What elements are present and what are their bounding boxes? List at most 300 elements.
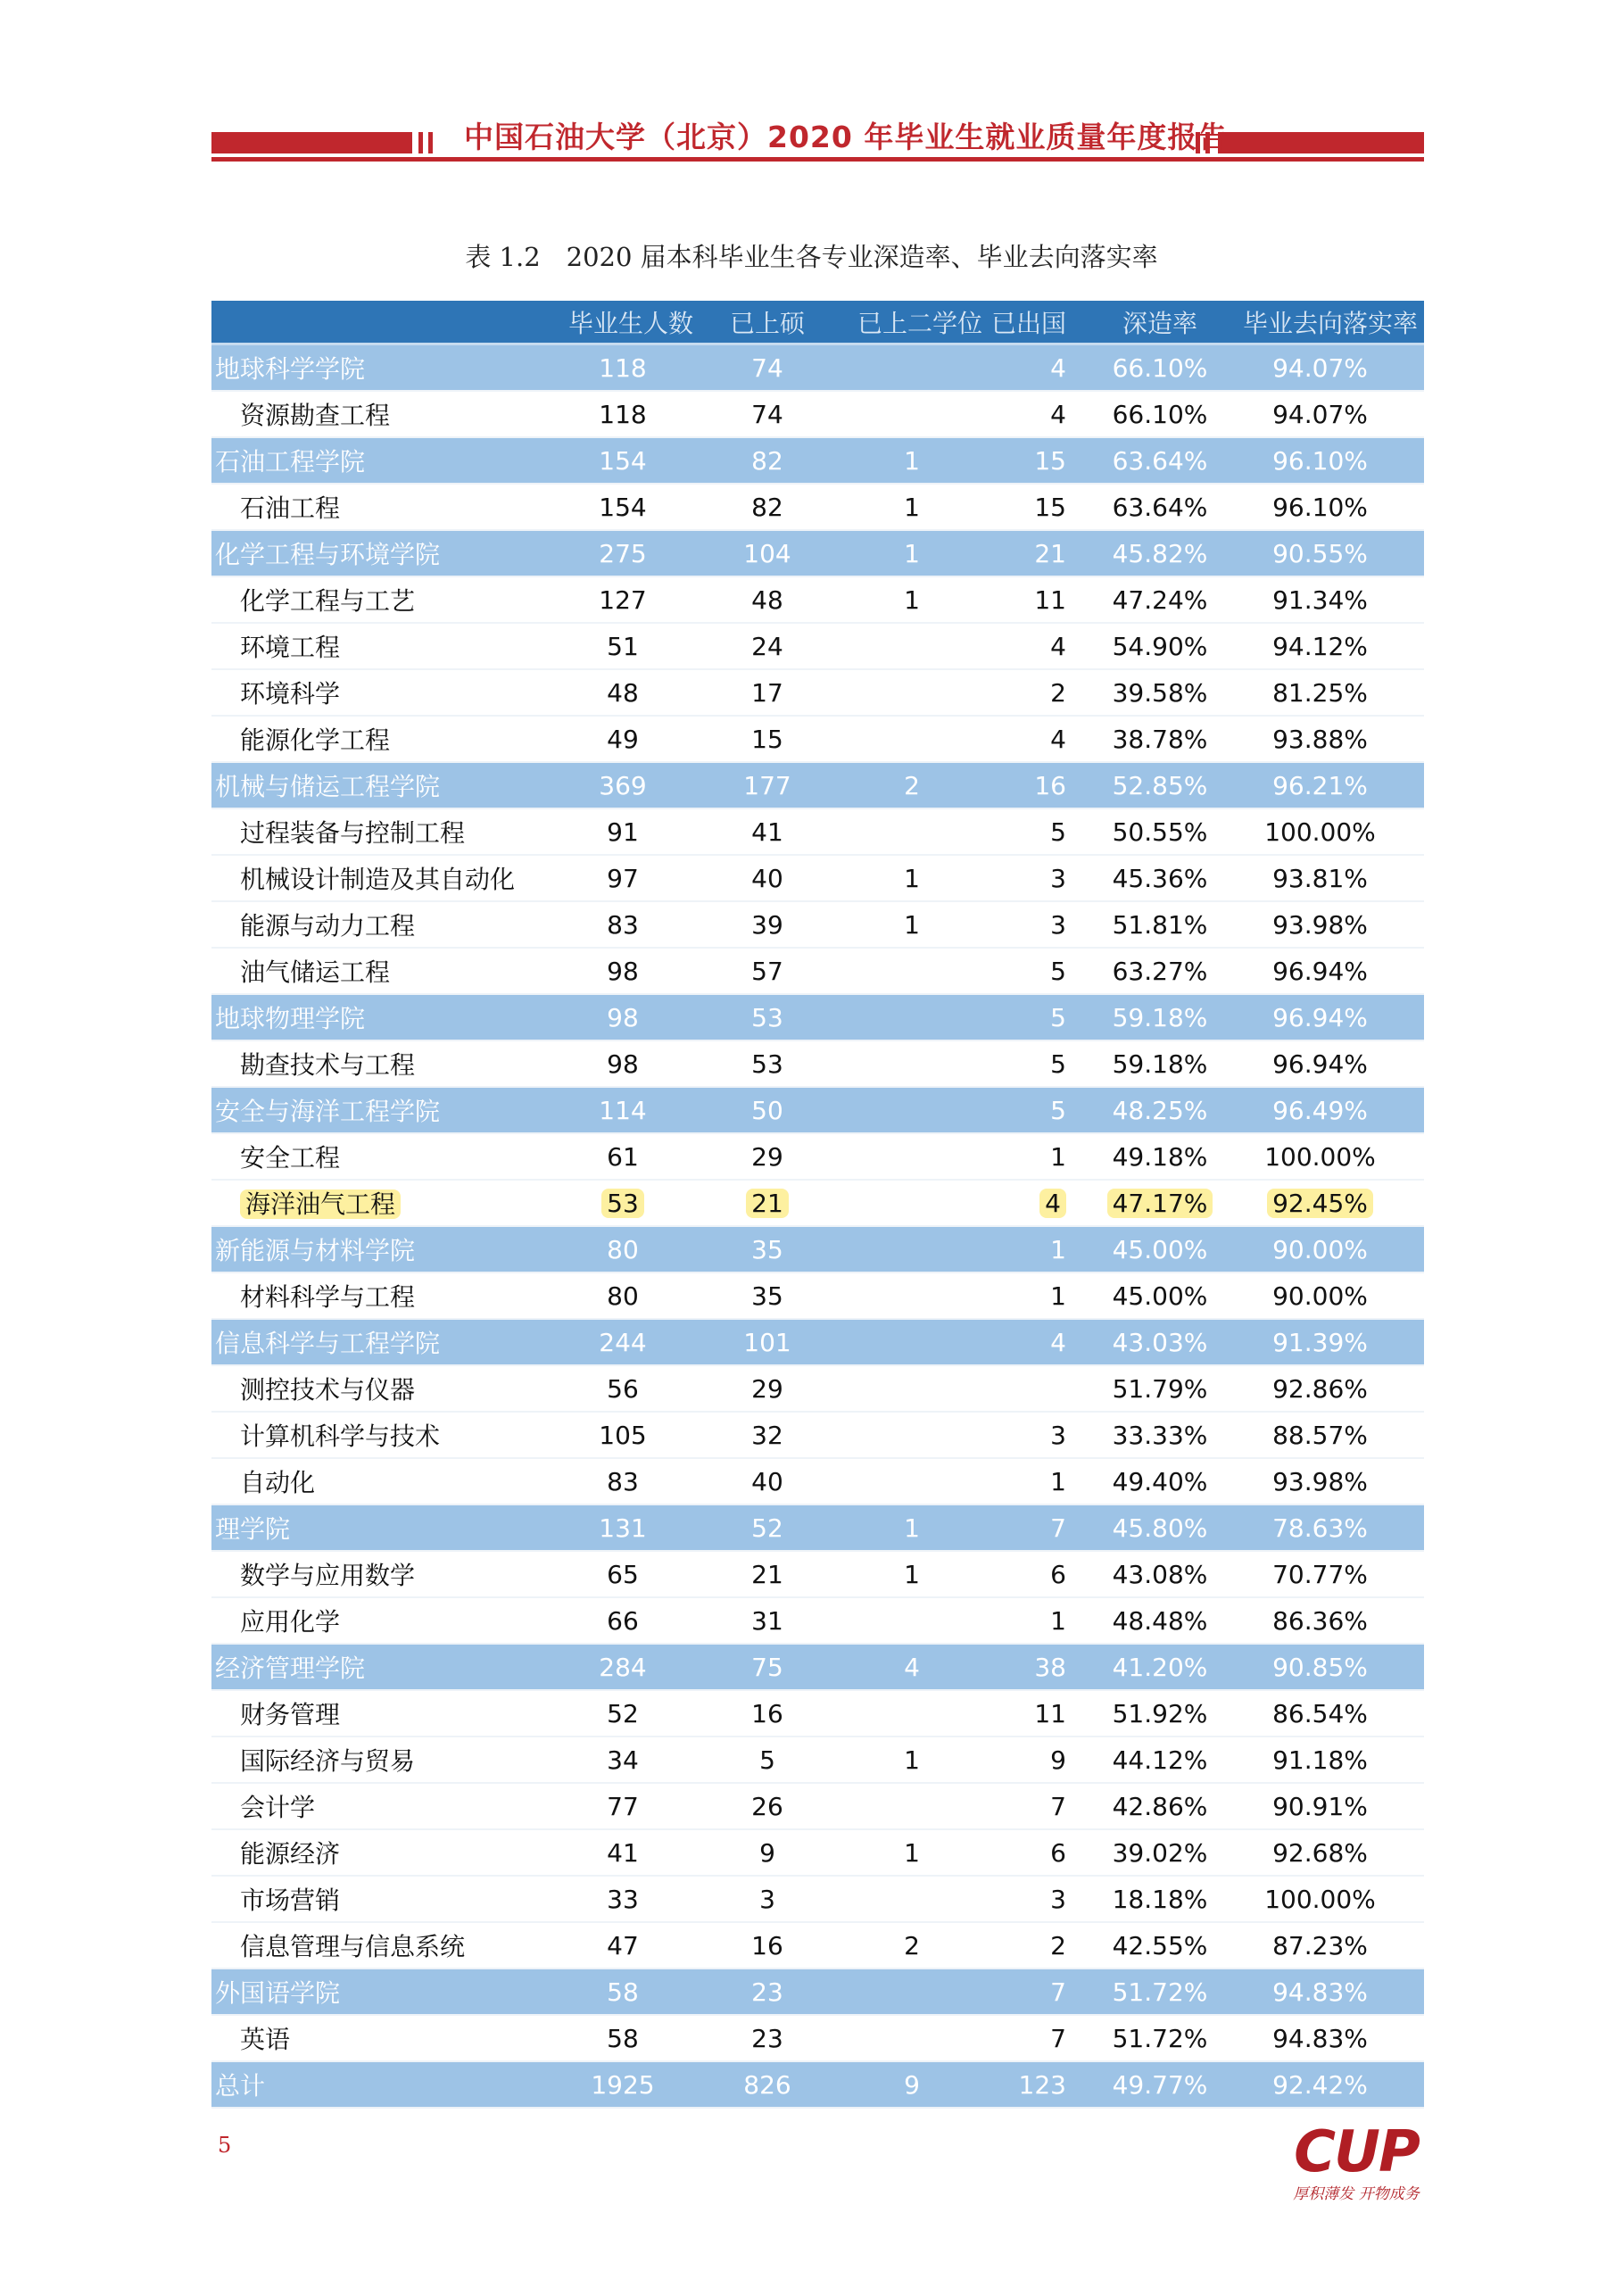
table-cell [211, 1463, 568, 1499]
table-cell [1077, 771, 1243, 800]
cell-text: 49.77% [1112, 2069, 1208, 2100]
cell-text: 63.64% [1112, 492, 1208, 522]
table-cell [1077, 1699, 1243, 1728]
table-cell [1243, 1931, 1424, 1960]
table-cell [1243, 1049, 1424, 1079]
college-row [211, 1645, 1424, 1691]
cell-text: 总计 [215, 2071, 266, 2101]
cell-text: 国际经济与贸易 [240, 1746, 416, 1776]
table-cell [677, 1699, 857, 1728]
table-cell [211, 1324, 568, 1360]
table-cell [211, 2067, 568, 2102]
cup-logo [1276, 2119, 1437, 2203]
cell-text: 31 [751, 1605, 783, 1636]
cell-text: 59.18% [1112, 1002, 1208, 1032]
table-cell [211, 443, 568, 478]
table-cell [1243, 1792, 1424, 1821]
cell-text: 96.49% [1272, 1095, 1368, 1125]
table-cell [568, 1606, 677, 1636]
cell-text: 51.81% [1112, 909, 1208, 940]
table-cell [568, 2070, 677, 2100]
table-cell [568, 1560, 677, 1589]
table-cell [1243, 493, 1424, 522]
table-cell [677, 1931, 857, 1960]
cell-text: 92.68% [1272, 1837, 1368, 1868]
cell-text: 100.00% [1264, 1884, 1376, 1914]
cell-text: 63.64% [1112, 445, 1208, 476]
total-row [211, 2062, 1424, 2109]
major-row [211, 1552, 1424, 1598]
table-cell [1077, 1885, 1243, 1914]
cell-text: 1 [1050, 1466, 1066, 1496]
table-cell [1243, 1699, 1424, 1728]
table-cell [211, 1139, 568, 1174]
cell-text: 58 [607, 1977, 639, 2007]
college-row [211, 1505, 1424, 1552]
cell-text: 21 [746, 1189, 789, 1218]
cell-text: 48 [751, 584, 783, 615]
cell-text: 47 [607, 1930, 639, 1960]
table-cell [857, 1931, 966, 1960]
cell-text: 94.83% [1272, 2023, 1368, 2053]
table-cell [211, 860, 568, 896]
table-cell [677, 1374, 857, 1404]
cell-text: 94.12% [1272, 631, 1368, 661]
cell-text: 2 [1050, 677, 1066, 708]
table-cell [966, 1467, 1077, 1496]
cell-text: 275 [599, 538, 647, 568]
cell-text: 3 [1050, 1420, 1066, 1450]
cell-text: 3 [1050, 909, 1066, 940]
table-cell [677, 2024, 857, 2053]
major-row [211, 1784, 1424, 1830]
major-row [211, 1830, 1424, 1877]
cell-text: 环境工程 [240, 633, 341, 662]
major-row [211, 2016, 1424, 2062]
major-row [211, 1923, 1424, 1969]
table-cell [1243, 1189, 1424, 1218]
cell-text: 1 [904, 1745, 920, 1775]
table-cell [1077, 493, 1243, 522]
cell-text: 5 [1050, 816, 1066, 847]
cell-text: 自动化 [240, 1468, 316, 1497]
cell-text: 15 [1034, 492, 1066, 522]
cell-text: 66.10% [1112, 399, 1208, 429]
cell-text: 59.18% [1112, 1049, 1208, 1079]
table-cell [211, 1881, 568, 1917]
cell-text: 市场营销 [240, 1886, 341, 1915]
table-cell [568, 1513, 677, 1543]
table-cell [1077, 446, 1243, 476]
table-cell [966, 353, 1077, 383]
table-cell [966, 1560, 1077, 1589]
cell-text: 91.39% [1272, 1327, 1368, 1357]
cell-text: 93.81% [1272, 863, 1368, 893]
cell-text: 114 [599, 1095, 647, 1125]
cell-text: 4 [904, 1652, 920, 1682]
cell-text: 244 [599, 1327, 647, 1357]
table-cell [677, 2070, 857, 2100]
cell-text: 56 [607, 1373, 639, 1404]
cell-text: 66 [607, 1605, 639, 1636]
cell-text: 96.94% [1272, 1002, 1368, 1032]
table-cell [1243, 771, 1424, 800]
cell-text: 94.07% [1272, 352, 1368, 383]
cell-text: 74 [751, 352, 783, 383]
cell-text: 105 [599, 1420, 647, 1450]
report-title: 中国石油大学（北京）2020 年毕业生就业质量年度报告 [464, 120, 1229, 154]
table-cell [211, 1371, 568, 1406]
table-cell [1243, 1374, 1424, 1404]
header-bar-left-tick [428, 132, 433, 153]
table-cell [568, 1328, 677, 1357]
college-row [211, 438, 1424, 485]
cell-text: 3 [1050, 1884, 1066, 1914]
cell-text: 过程装备与控制工程 [240, 818, 466, 848]
cell-text: 35 [751, 1234, 783, 1264]
cell-text: 5 [1050, 1095, 1066, 1125]
table-cell [211, 814, 568, 850]
cell-text: 安全工程 [240, 1143, 341, 1173]
table-cell [568, 585, 677, 615]
table-cell [1243, 1977, 1424, 2007]
table-cell [211, 1974, 568, 2010]
table-cell [568, 1142, 677, 1172]
cell-text: 4 [1050, 631, 1066, 661]
cell-text: 49.40% [1112, 1466, 1208, 1496]
table-cell [211, 1046, 568, 1082]
cell-text: 3 [1050, 863, 1066, 893]
table-cell [568, 1049, 677, 1079]
cell-text: 53 [751, 1002, 783, 1032]
cell-text: 87.23% [1272, 1930, 1368, 1960]
cell-text: 数学与应用数学 [240, 1561, 416, 1590]
cell-text: 74 [751, 399, 783, 429]
table-cell [1077, 1653, 1243, 1682]
cell-text: 机械与储运工程学院 [215, 772, 441, 801]
cell-text: 9 [1050, 1745, 1066, 1775]
cell-text: 284 [599, 1652, 647, 1682]
cell-text: 4 [1050, 724, 1066, 754]
table-cell [966, 1281, 1077, 1311]
table-cell [1243, 1142, 1424, 1172]
table-cell [568, 1931, 677, 1960]
cell-text: 4 [1050, 1327, 1066, 1357]
cell-text: 65 [607, 1559, 639, 1589]
cell-text: 51 [607, 631, 639, 661]
table-cell [211, 582, 568, 618]
table-cell [1243, 400, 1424, 429]
table-header-row [211, 301, 1424, 345]
cell-text: 91.18% [1272, 1745, 1368, 1775]
table-cell [211, 1417, 568, 1453]
table-cell [211, 907, 568, 942]
table-cell [1243, 1328, 1424, 1357]
cell-text: 33 [607, 1884, 639, 1914]
table-cell [1077, 632, 1243, 661]
cell-text: 化学工程与环境学院 [215, 540, 441, 569]
cell-text: 94.07% [1272, 399, 1368, 429]
table-cell [966, 2070, 1077, 2100]
cell-text: 100.00% [1264, 1141, 1376, 1172]
table-cell [857, 1560, 966, 1589]
cell-text: 39.02% [1112, 1837, 1208, 1868]
table-cell [677, 353, 857, 383]
table-cell [677, 1560, 857, 1589]
cell-text: 能源与动力工程 [240, 911, 416, 941]
table-cell [857, 1745, 966, 1775]
table-cell [966, 1421, 1077, 1450]
cell-text: 38 [1034, 1652, 1066, 1682]
cell-text: 48.25% [1112, 1095, 1208, 1125]
table-cell [1243, 1653, 1424, 1682]
cell-text: 6 [1050, 1559, 1066, 1589]
table-cell [568, 446, 677, 476]
table-cell [1243, 1096, 1424, 1125]
table-cell [966, 1235, 1077, 1264]
table-cell [211, 1231, 568, 1267]
cell-text: 127 [599, 584, 647, 615]
table-cell [857, 539, 966, 568]
cell-text: 会计学 [240, 1793, 316, 1822]
major-row [211, 949, 1424, 995]
cell-text: 资源勘查工程 [240, 401, 391, 430]
cell-text: 96.10% [1272, 492, 1368, 522]
table-cell [966, 1003, 1077, 1032]
header-underline [211, 157, 1424, 162]
table-cell [966, 1838, 1077, 1868]
table-cell [1077, 400, 1243, 429]
table-cell [966, 1189, 1077, 1218]
cell-text: 104 [743, 538, 791, 568]
table-cell [568, 493, 677, 522]
college-row [211, 345, 1424, 392]
column-header: 已上硕 [729, 308, 805, 338]
table-cell [966, 2024, 1077, 2053]
table-cell [677, 1235, 857, 1264]
table-cell [1243, 585, 1424, 615]
table-cell [568, 400, 677, 429]
cell-text: 1 [904, 909, 920, 940]
cell-text: 英语 [240, 2025, 291, 2054]
table-cell [1077, 585, 1243, 615]
table-cell [677, 1977, 857, 2007]
cell-text: 41.20% [1112, 1652, 1208, 1682]
cell-text: 41 [751, 816, 783, 847]
table-cell [677, 585, 857, 615]
cell-text: 177 [743, 770, 791, 800]
cell-text: 能源经济 [240, 1839, 341, 1869]
cell-text: 80 [607, 1281, 639, 1311]
cell-text: 4 [1050, 352, 1066, 383]
table-cell [966, 725, 1077, 754]
cell-text: 118 [599, 399, 647, 429]
table-cell [1077, 864, 1243, 893]
cell-text: 1 [904, 492, 920, 522]
cell-text: 石油工程学院 [215, 447, 366, 477]
table-cell [677, 678, 857, 708]
table-cell [211, 1556, 568, 1592]
table-cell [1077, 2024, 1243, 2053]
table-cell [568, 1977, 677, 2007]
table-cell [1077, 1606, 1243, 1636]
college-row [211, 763, 1424, 809]
table-cell [677, 539, 857, 568]
table-cell [1243, 539, 1424, 568]
college-row [211, 1969, 1424, 2016]
table-cell [211, 489, 568, 525]
major-row [211, 1181, 1424, 1227]
cell-text: 75 [751, 1652, 783, 1682]
cell-text: 5 [759, 1745, 775, 1775]
cell-text: 21 [751, 1559, 783, 1589]
cell-text: 化学工程与工艺 [240, 586, 416, 616]
table-cell [677, 771, 857, 800]
cell-text: 91 [607, 816, 639, 847]
table-cell [966, 864, 1077, 893]
cell-text: 54.90% [1112, 631, 1208, 661]
table-cell [1077, 1931, 1243, 1960]
table-cell [1077, 1096, 1243, 1125]
major-row [211, 1691, 1424, 1737]
table-cell [1077, 725, 1243, 754]
table-cell [1077, 1792, 1243, 1821]
cell-text: 2 [1050, 1930, 1066, 1960]
cell-text: 1 [904, 445, 920, 476]
cell-text: 39 [751, 909, 783, 940]
table-cell [677, 1885, 857, 1914]
table-cell [211, 1185, 568, 1221]
table-cell [677, 864, 857, 893]
table-cell [1243, 2024, 1424, 2053]
table-cell [1077, 1235, 1243, 1264]
major-row [211, 856, 1424, 902]
cell-text: 63.27% [1112, 956, 1208, 986]
column-header: 毕业生人数 [568, 308, 694, 338]
major-row [211, 670, 1424, 717]
table-cell [211, 675, 568, 710]
table-cell [1243, 678, 1424, 708]
college-row [211, 1088, 1424, 1134]
cell-text: 88.57% [1272, 1420, 1368, 1450]
logo-mark: CUP [1294, 2119, 1419, 2185]
table-cell [1243, 1513, 1424, 1543]
cell-text: 35 [751, 1281, 783, 1311]
table-cell [211, 628, 568, 664]
cell-text: 51.72% [1112, 1977, 1208, 2007]
table-cell [966, 910, 1077, 940]
table-cell [568, 2024, 677, 2053]
cell-text: 2 [904, 770, 920, 800]
column-header: 深造率 [1122, 308, 1197, 338]
cell-text: 7 [1050, 2023, 1066, 2053]
table-cell [677, 1838, 857, 1868]
table-cell [1243, 1235, 1424, 1264]
cell-text: 7 [1050, 1513, 1066, 1543]
table-cell [966, 1931, 1077, 1960]
college-row [211, 1320, 1424, 1366]
cell-text: 1 [1050, 1605, 1066, 1636]
cell-text: 4 [1039, 1189, 1066, 1218]
table-cell [1077, 1560, 1243, 1589]
table-cell [1243, 864, 1424, 893]
table-cell [677, 1328, 857, 1357]
table-cell [568, 1374, 677, 1404]
table-cell [677, 910, 857, 940]
cell-text: 90.00% [1272, 1281, 1368, 1311]
table-cell [857, 771, 966, 800]
cell-text: 7 [1050, 1791, 1066, 1821]
cell-text: 51.79% [1112, 1373, 1208, 1404]
cell-text: 154 [599, 445, 647, 476]
table-cell [211, 2020, 568, 2056]
table-cell [966, 1049, 1077, 1079]
cell-text: 96.94% [1272, 1049, 1368, 1079]
cell-text: 3 [759, 1884, 775, 1914]
table-cell [568, 725, 677, 754]
cell-text: 83 [607, 1466, 639, 1496]
cell-text: 6 [1050, 1837, 1066, 1868]
cell-text: 86.54% [1272, 1698, 1368, 1728]
cell-text: 47.17% [1107, 1189, 1213, 1218]
cell-text: 16 [751, 1930, 783, 1960]
major-row [211, 392, 1424, 438]
table-cell [568, 353, 677, 383]
table-cell [966, 1885, 1077, 1914]
cell-text: 26 [751, 1791, 783, 1821]
cell-text: 1925 [591, 2069, 655, 2100]
table-cell [677, 817, 857, 847]
table-cell [857, 910, 966, 940]
table-cell [677, 1189, 857, 1218]
table-cell [568, 539, 677, 568]
table-cell [677, 1281, 857, 1311]
major-row [211, 1459, 1424, 1505]
cell-text: 93.98% [1272, 1466, 1368, 1496]
table-cell [1077, 910, 1243, 940]
table-cell [1077, 1513, 1243, 1543]
table-cell [966, 1653, 1077, 1682]
table-cell [1243, 1467, 1424, 1496]
table-cell [677, 632, 857, 661]
cell-text: 81.25% [1272, 677, 1368, 708]
table-cell [568, 1745, 677, 1775]
cell-text: 90.55% [1272, 538, 1368, 568]
table-cell [677, 1606, 857, 1636]
table-cell [211, 953, 568, 989]
cell-text: 11 [1034, 584, 1066, 615]
table-cell [1077, 817, 1243, 847]
college-row [211, 1227, 1424, 1273]
cell-text: 57 [751, 956, 783, 986]
table-caption: 表 1.2 2020 届本科毕业生各专业深造率、毕业去向落实率 [465, 242, 1158, 272]
table-cell [211, 1510, 568, 1546]
table-cell [1077, 1003, 1243, 1032]
cell-text: 地球物理学院 [215, 1004, 366, 1033]
cell-text: 2 [904, 1930, 920, 1960]
table-cell [568, 1792, 677, 1821]
table-cell [1077, 1142, 1243, 1172]
cell-text: 15 [1034, 445, 1066, 476]
college-row [211, 995, 1424, 1041]
cell-text: 90.00% [1272, 1234, 1368, 1264]
table-cell [966, 1513, 1077, 1543]
major-row [211, 1598, 1424, 1645]
cell-text: 信息科学与工程学院 [215, 1329, 441, 1358]
cell-text: 45.00% [1112, 1281, 1208, 1311]
table-cell [1243, 632, 1424, 661]
table-cell [1243, 353, 1424, 383]
